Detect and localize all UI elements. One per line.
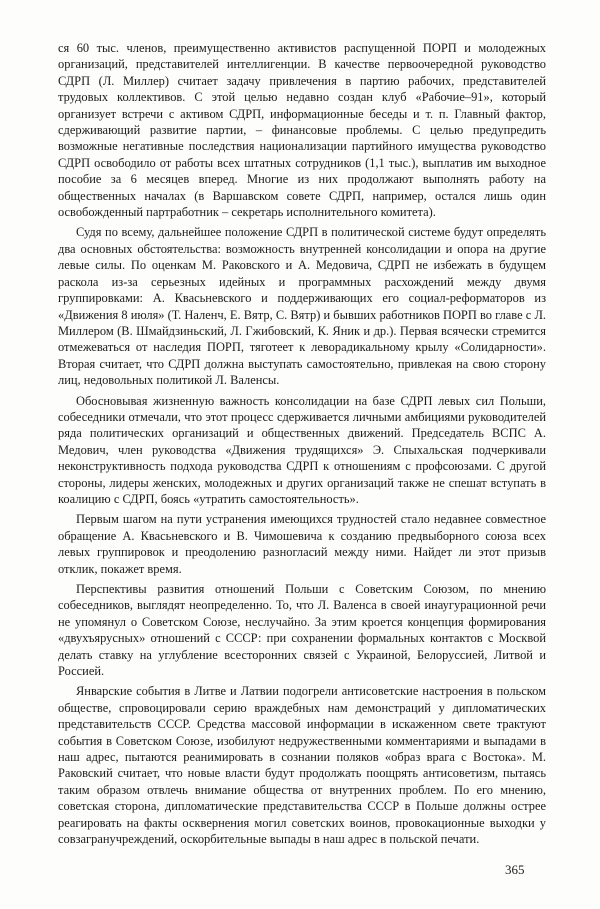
paragraph-1: ся 60 тыс. членов, преимущественно активистов распущенной ПОРП и молодежных организаций, представителей интеллигенции. В качестве первоочередной руководство СДРП (Л. Миллер) считает задачу привлечения в партию рабочих, представителей трудовых коллективов. С этой целью недавно создан клуб «Рабочие–91», который организует встречи с активом СДРП, информационные беседы и т. п. Главный фактор, сдерживающий развитие партии, – финансовые проблемы. С целью предупредить возможные негативные последствия национализации партийного имущества руководство СДРП освободило от работы всех штатных сотрудников (1,1 тыс.), выплатив им выходное пособие за 6 месяцев вперед. Многие из них продолжают выполнять работу на общественных началах (в Варшавском совете СДРП, например, остался лишь один освобожденный партработник – секретарь исполнительного комитета). — [58, 41, 546, 220]
paragraph-6: Январские события в Литве и Латвии подогрели антисоветские настроения в польском обществе, спровоцировали серию враждебных нам демонстраций у дипломатических представительств СССР. Средства массовой информации в искаженном свете трактуют события в Советском Союзе, изобилуют недружественными комментариями и выпадами в наш адрес, пытаются реанимировать в сознании поляков «образ врага с Востока». М. Раковский считает, что новые власти будут продолжать поощрять антисоветизм, пытаясь таким образом отвлечь внимание общества от внутренних проблем. По его мнению, советская сторона, дипломатические представительства СССР в Польше должны острее реагировать на факты осквернения могил советских воинов, провокационные выходки у совзагранучреждений, оскорбительные выпады в наш адрес в польской печати. — [58, 684, 546, 847]
paragraph-3: Обосновывая жизненную важность консолидации на базе СДРП левых сил Польши, собеседники отмечали, что этот процесс сдерживается личными амбициями руководителей ряда политических организаций и общественных движений. Председатель ВСПС А. Медович, член руководства «Движения трудящихся» Э. Спыхальская подчеркивали неконструктивность подхода руководства СДРП к отношениям с профсоюзами. С другой стороны, лидеры женских, молодежных и других организаций также не спешат вступать в коалицию с СДРП, боясь «утратить самостоятельность». — [58, 393, 546, 506]
paragraph-5: Перспективы развития отношений Польши с Советским Союзом, по мнению собеседников, выглядят неопределенно. То, что Л. Валенса в своей инаугурационной речи не упомянул о Советском Союзе, неслучайно. За этим кроется концепция формирования «двухъярусных» отношений с СССР: при сохранении формальных контактов с Москвой делать ставку на углубление всесторонних связей с Украиной, Белоруссией, Литвой и Россией. — [58, 582, 546, 679]
paragraph-2: Судя по всему, дальнейшее положение СДРП в политической системе будут определять два основных обстоятельства: возможность внутренней консолидации и опора на другие левые силы. По оценкам М. Раковского и А. Медовича, СДРП не избежать в будущем раскола из-за серьезных идейных и программных расхождений между двумя группировками: А. Квасьневского и поддерживающих его социал-реформаторов из «Движения 8 июля» (Т. Наленч, Е. Вятр, С. Вятр) и бывших работников ПОРП во главе с Л. Миллером (В. Шмайдзиньский, Л. Гжибовский, К. Яник и др.). Первая всячески стремится отмежеваться от наследия ПОРП, тяготеет к леворадикальному крылу «Солидарности». Вторая считает, что СДРП должна выступать самостоятельно, привлекая на свою сторону лиц, недовольных политикой Л. Валенсы. — [58, 225, 546, 388]
page-number: 365 — [505, 862, 525, 877]
paragraph-4: Первым шагом на пути устранения имеющихся трудностей стало недавнее совместное обращение А. Квасьневского и В. Чимошевича к созданию предвыборного союза всех левых группировок и преодолению разногласий между ними. Найдет ли этот призыв отклик, покажет время. — [58, 512, 546, 576]
page-body — [58, 40, 546, 852]
